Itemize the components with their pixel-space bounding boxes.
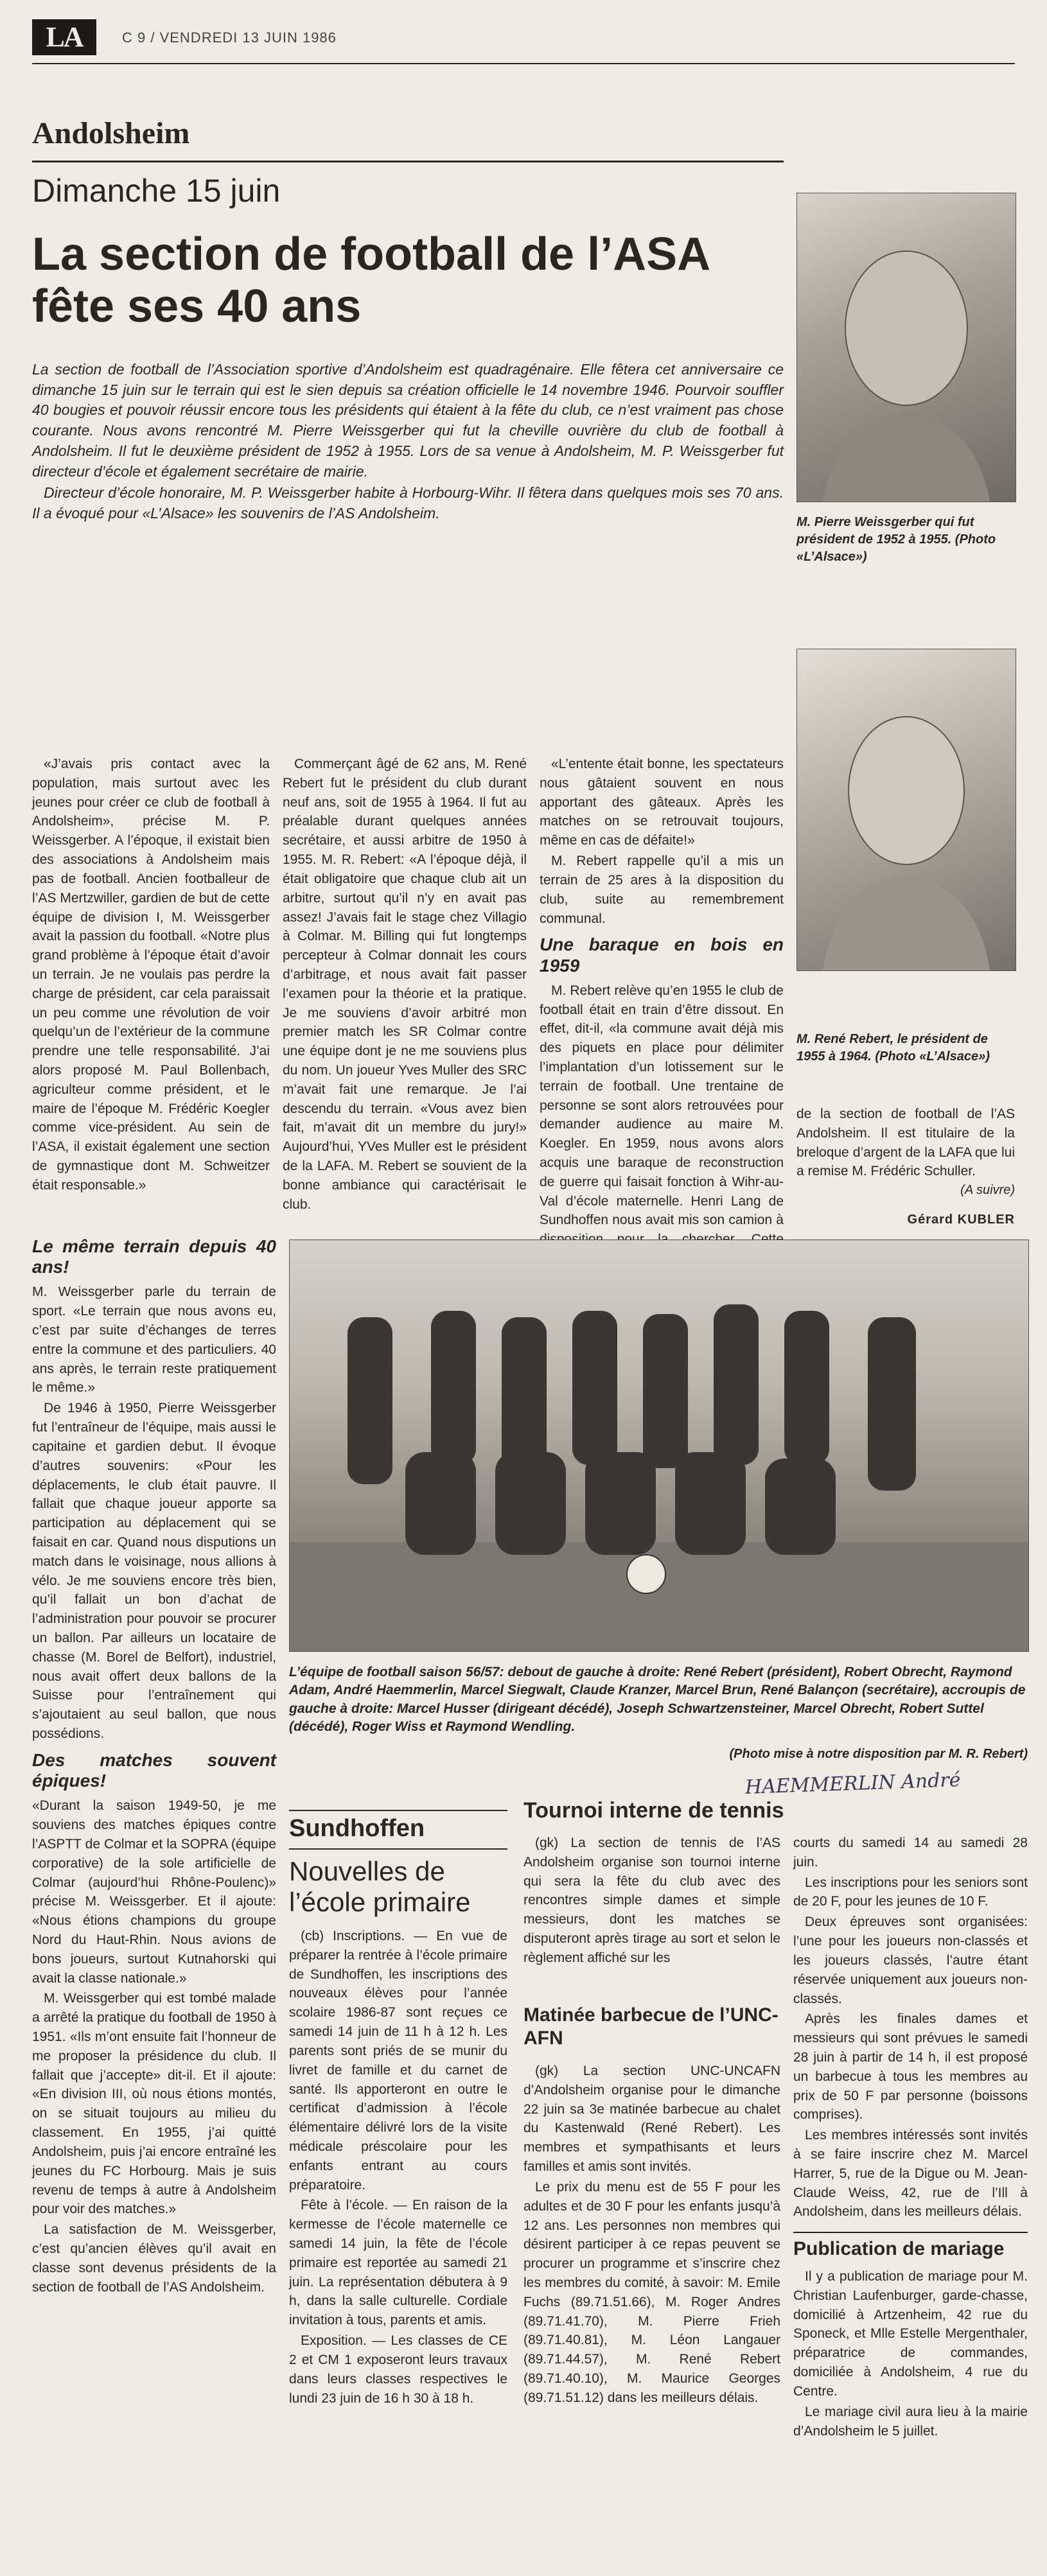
article-col-4	[796, 1105, 1015, 1182]
mariage-body	[793, 2267, 1028, 2442]
body-para: M. Rebert relève qu’en 1955 le club de football était en train d’être dissout. En effet, dit-il, «la commune avait déjà mis des piquets en place pour délimiter l’implantation d’un lotissement sur le terrain de football. Une trentaine de personne se sont alors retrouvées pour demander audience au maire M. Koegler. En 1959, nous avons alors acquis une baraque de reconstruction de guerre qui faisait fonction à Wihr-au-Val d’école maternelle. Henri Lang de Sundhoffen nous avait mis son camion à	[540, 983, 784, 1228]
body-para: «J’avais pris contact avec la population, mais surtout avec les jeunes pour créer ce club de football à Andolsheim», précise M. P. Weissgerber. A l’époque, il existait bien des associations à Andolsheim mais pas de football. Ancien footballeur de l’AS Mertzwiller, gardien de but de cette équipe de division I, M. Weissgerber avait la passion du football. «Notre plus grand problème à l’époque était d’avoir un terrain. Je ne voulais pas perdre la charge de président, car cela paraissait un peu comme une révolution de voir quelqu’un de l’extérieur de la commune prendre une telle responsabilité. J’ai alors proposé M. Paul Bollenbach, agriculteur comme président, et le maire de l’époque M. Frédéric Koegler comme vice-président. Au sein de l’ASA, il existait également une section de gymnastique dont M. Schweitzer était responsable.»	[32, 757, 270, 1193]
tournoi-col-2	[793, 1834, 1028, 2223]
a-suivre: (A suivre)	[960, 1183, 1015, 1197]
byline: Gérard KUBLER	[907, 1213, 1015, 1227]
newspaper-logo: LA	[32, 19, 96, 55]
portrait-icon	[797, 193, 1016, 502]
body-para: Le mariage civil aura lieu à la mairie d’Andolsheim le 5 juillet.	[793, 2404, 1028, 2439]
body-para: (gk) La section UNC-UNCAFN d’Andolsheim organise pour le dimanche 22 juin sa 3e matinée barbecue au chalet du Kastenwald (René Rebert). Les membres et sympathisants et leurs familles et amis sont invités.	[524, 2063, 780, 2175]
masthead-rule	[32, 63, 1015, 64]
body-para: Deux épreuves sont organisées: l’une pour les joueurs non-classés et les joueurs classés, l’autre étant réservée uniquement aux joueurs non-classés.	[793, 1914, 1028, 2006]
body-para: de la section de football de l’AS Andolsheim. Il est titulaire de la breloque d’argent de la LAFA que lui a remise M. Frédéric Schuller.	[796, 1107, 1015, 1179]
team-caption: L’équipe de football saison 56/57: debout de gauche à droite: René Rebert (président), Robert Obrecht, Raymond Adam, André Haemmerlin, Marcel Siegwalt, Claude Kranzer, Marcel Brun, René Balançon (secrétaire), accroupis de gauche à droite: Marcel Husser (dirigeant décédé), Joseph Schwartzensteiner, Marcel Obrecht, Robert Suttel (décédé), Roger Wiss et Raymond Wendling.	[289, 1665, 1026, 1735]
body-para: Il y a publication de mariage pour M. Christian Laufenburger, garde-chasse, domicilié à Artzenheim, 42 rue du Sponeck, et Mlle Estelle Mergenthaler, préparatrice de commandes, domiciliée à Andolsheim, 4 rue du Centre.	[793, 2269, 1028, 2399]
photo-rebert	[796, 649, 1016, 971]
article-col-2	[283, 755, 527, 1216]
matinee-body	[524, 2062, 780, 2409]
article-col-terrain	[32, 1236, 276, 2298]
article-headline: La section de football de l’ASA fête ses 40 ans	[32, 229, 709, 332]
article-kicker: Dimanche 15 juin	[32, 173, 281, 209]
matinee-headline: Matinée barbecue de l’UNC-AFN	[524, 2004, 779, 2049]
body-para: courts du samedi 14 au samedi 28 juin.	[793, 1836, 1028, 1870]
article-lede	[32, 360, 784, 525]
photo-caption-2: M. René Rebert, le président de 1955 à 1964. (Photo «L’Alsace»)	[796, 1032, 990, 1064]
subhead-matches: Des matches souvent épiques!	[32, 1749, 276, 1791]
subhead-baraque: Une baraque en bois en 1959	[540, 934, 784, 976]
lede-para: La section de football de l’Association sportive d’Andolsheim est quadragénaire. Elle fêtera cet anniversaire ce dimanche 15 juin sur le terrain qui est le sien depuis sa création officielle le 14 novembre 1946. Pourvoir souffler 40 bougies et pouvoir réussir encore tous les présidents qui étaient à la fête du club, ce n’est vraiment pas chose courante. Nous avons rencontré M. Pierre Weissgerber qui fut la cheville ouvrière du club de football à Andolsheim. Il fut le deuxième président de 1952 à 1955. Lors de sa venue à Andolsheim, M. P. Weissgerber fut directeur d’école et également secrétaire de mairie.	[32, 361, 784, 480]
lede-para: Directeur d’école honoraire, M. P. Weissgerber habite à Horbourg-Wihr. Il fêtera dans quelques mois ses 70 ans. Il a évoqué pour «L’Alsace» les souvenirs de l’AS Andolsheim.	[32, 484, 784, 522]
body-para: (cb) Inscriptions. — En vue de préparer la rentrée à l’école primaire de Sundhoffen, les inscriptions des nouveaux élèves pour l’année scolaire 1986-87 sont reçues ce samedi 14 juin de 11 h à 12 h. Les parents sont priés de se munir du livret de famille et du carnet de santé. Ils apporteront en outre le certificat d’admission à l’école élémentaire délivré lors de la visite médicale préscolaire pour les enfants entrant au cours préparatoire.	[289, 1929, 507, 2193]
team-photo	[289, 1240, 1029, 1652]
tournoi-headline: Tournoi interne de tennis	[524, 1798, 784, 1823]
body-para: Les inscriptions pour les seniors sont de 20 F, pour les jeunes de 10 F.	[793, 1875, 1028, 1909]
body-para: Exposition. — Les classes de CE 2 et CM 1 exposeront leurs travaux dans leurs classes respectives le lundi 23 juin de 16 h 30 à 18 h.	[289, 2333, 507, 2406]
body-para: (gk) La section de tennis de l’AS Andolsheim organise son tournoi interne qui sera la fête du club avec des rencontres simple dames et simple messieurs, dont les matches se disputeront après tirage au sort et selon le règlement affiché sur les	[524, 1836, 780, 1965]
sundhoffen-label: Sundhoffen	[289, 1815, 425, 1842]
body-para: M. Rebert rappelle qu’il a mis un terrain de 25 ares à la disposition du club, suite au remembrement communal.	[540, 854, 784, 926]
dateline: C 9 / VENDREDI 13 JUIN 1986	[122, 30, 337, 46]
body-para: Les membres intéressés sont invités à se faire inscrire chez M. Marcel Harrer, 5, rue de la Digue ou M. Jean-Claude Weiss, 42, rue de l’Ill à Andolsheim, dans les meilleurs délais.	[793, 2128, 1028, 2220]
team-photo-icon	[290, 1240, 1028, 1651]
mariage-rule	[793, 2232, 1028, 2233]
team-credit: (Photo mise à notre disposition par M. R. Rebert)	[729, 1747, 1028, 1761]
photo-weissgerber	[796, 193, 1016, 502]
sundhoffen-headline: Nouvelles de l’école primaire	[289, 1856, 471, 1918]
sundhoffen-rule	[289, 1810, 507, 1811]
body-para: Après les finales dames et messieurs qui sont prévues le samedi 28 juin à partir de 14 h, il est proposé un barbecue à tous les membres au prix de 50 F par personne (boissons comprises).	[793, 2011, 1028, 2123]
sundhoffen-rule-2	[289, 1848, 507, 1850]
body-para: La satisfaction de M. Weissgerber, c’est qu’ancien élèves qu’il avait en classe sont devenus présidents de la section de football de l’AS Andolsheim.	[32, 2222, 276, 2295]
handwritten-annotation: HAEMMERLIN André	[744, 1769, 962, 1799]
body-para: «L’entente était bonne, les spectateurs nous gâtaient souvent en nous apportant des gâteaux. Après les matches on se retrouvait toujours, même en cas de défaite!»	[540, 757, 784, 848]
section-label: Andolsheim	[32, 116, 190, 150]
sundhoffen-body	[289, 1927, 507, 2409]
subhead-terrain: Le même terrain depuis 40 ans!	[32, 1236, 276, 1277]
tournoi-col-1	[524, 1834, 780, 1969]
body-para: Fête à l’école. — En raison de la kermesse de l’école maternelle ce samedi 14 juin, la fête de l’école primaire est reportée au samedi 21 juin. La représentation débutera à 9 h, dans la salle culturelle. Cordiale invitation à tous, parents et amis.	[289, 2198, 507, 2328]
article-col-1	[32, 755, 270, 1196]
body-para: M. Weissgerber qui est tombé malade a arrêté la pratique du football de 1950 à 1951. «Ils m’ont ensuite fait l’honneur de me proposer la présidence du club. Il fallait que j’accepte» dit-il. Et il ajoute: «En division III, où nous étions montés, on se situait toujours au milieu du classement. En 1955, j’ai quitté Andolsheim, puis j’ai encore entraîné les jeunes du FC Horbourg. Mais je suis revenu de temps à autre à Andolsheim pour voir des matches.»	[32, 1991, 276, 2217]
masthead	[32, 19, 1015, 58]
section-rule	[32, 161, 784, 162]
mariage-headline: Publication de mariage	[793, 2238, 1005, 2259]
body-para: M. Weissgerber parle du terrain de sport. «Le terrain que nous avons eu, c’est par suite d’échanges de terres entre la commune et des particuliers. 40 ans après, le terrain reste pratiquement le même.»	[32, 1284, 276, 1396]
body-para: Commerçant âgé de 62 ans, M. René Rebert fut le président du club durant neuf ans, soit de 1955 à 1964. Il fut au préalable durant quelques années secrétaire, et aussi arbitre de 1950 à 1955. M. R. Rebert: «A l’époque déjà, il était obligatoire que chaque club ait un arbitre, surtout qu’il n’y en avait pas assez! J’avais fait le stage chez Villagio à Colmar. M. Billing qui fut longtemps percepteur à Colmar donnait les cours d’arbitrage, et nous avait fait passer l’examen pour la théorie et la pratique. Je me souviens d’avoir arbitré mon premier match les SR Colmar contre une équipe dont je ne me souviens plus du nom. Un joueur Yves Muller des SRC m’avait fait une remarque. Je l’ai descendu du terrain. «Vous avez bien fait, m’avait dit un membre du jury!» Aujourd’hui, YVes Muller est le président de la LAFA. M. Rebert se souvient de la bonne ambiance qui caractérisait le club.	[283, 757, 527, 1212]
photo-caption-1: M. Pierre Weissgerber qui fut président de 1952 à 1955. (Photo «L’Alsace»)	[796, 515, 996, 564]
portrait-icon	[797, 649, 1016, 970]
body-para: Le prix du menu est de 55 F pour les adultes et de 30 F pour les enfants jusqu’à 12 ans. Les personnes non membres qui désirent participer à ce repas peuvent se procurer un programme et s’inscrire chez les membres du comité, à savoir: M. Emile Fuchs (89.71.51.66), M. Roger Andres (89.71.41.70), M. Pierre Frieh (89.71.40.81), M. Léon Langauer (89.71.44.57), M. René Rebert (89.71.40.10), M. Maurice Georges (89.71.51.12) dans les meilleurs délais.	[524, 2179, 780, 2405]
body-para: De 1946 à 1950, Pierre Weissgerber fut l’entraîneur de l’équipe, mais aussi le capitaine et gardien debut. Il évoque d’autres souvenirs: «Pour les déplacements, le club était pauvre. Il fallait que chaque joueur apporte sa participation au déplacement qui se faisait en car. Quand nous disputions un match dans le voisinage, nous allions à vélo. Je me souviens encore très bien, qu’il fallait un bon d’achat de l’administration pour pouvoir se procurer un ballon. Par ailleurs un locataire de chasse (M. Borel de Belfort), industriel, nous avait offert deux ballons de la Suisse pour l’entraînement qui s’ajoutaient au seul ballon, que nous possédions.	[32, 1401, 276, 1742]
body-para: «Durant la saison 1949-50, je me souviens des matches épiques contre l’ASPTT de Colmar et la SOPRA (équipe corporative) de la sole artificielle de Colmar (aujourd’hui Rhône-Poulenc)» précise M. Weissgerber. Et il ajoute: «Nous étions champions du groupe Nord du Haut-Rhin. Nous avions de bons joueurs, surtout Kutnahorski qui avait la classe nationale.»	[32, 1798, 276, 1986]
